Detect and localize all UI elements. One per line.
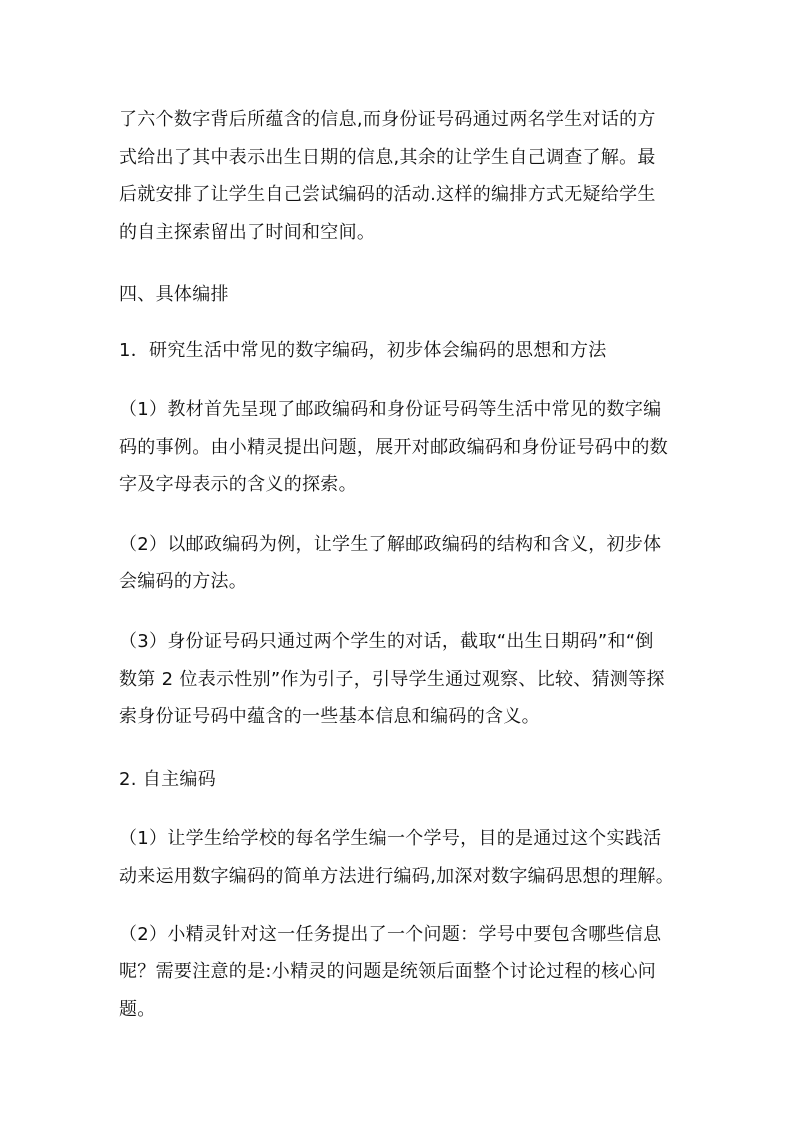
text-line: 的自主探索留出了时间和空间。 — [119, 222, 376, 243]
text-line: （1）教材首先呈现了邮政编码和身份证号码等生活中常见的数字编 — [119, 399, 662, 420]
text-line: 字及字母表示的含义的探索。 — [119, 474, 357, 495]
section-heading: 四、具体编排 — [119, 284, 229, 305]
text-line: 动来运用数字编码的简单方法进行编码,加深对数字编码思想的理解。 — [119, 866, 675, 887]
text-line: 后就安排了让学生自己尝试编码的活动.这样的编排方式无疑给学生 — [119, 184, 656, 205]
text-line: （1）让学生给学校的每名学生编一个学号，目的是通过这个实践活 — [119, 828, 662, 849]
text-line: （2）以邮政编码为例，让学生了解邮政编码的结构和含义，初步体 — [119, 534, 662, 555]
text-line: （2）小精灵针对这一任务提出了一个问题：学号中要包含哪些信息 — [119, 924, 662, 945]
text-line: 了六个数字背后所蕴含的信息,而身份证号码通过两名学生对话的方 — [119, 109, 656, 130]
text-line: 会编码的方法。 — [119, 571, 248, 592]
subsection-heading: 1．研究生活中常见的数字编码，初步体会编码的思想和方法 — [119, 340, 607, 361]
text-line: 式给出了其中表示出生日期的信息,其余的让学生自己调查了解。最 — [119, 147, 656, 168]
text-line: 数第 2 位表示性别”作为引子，引导学生通过观察、比较、猜测等探 — [119, 669, 665, 690]
text-line: 索身份证号码中蕴含的一些基本信息和编码的含义。 — [119, 706, 540, 727]
text-line: 呢？需要注意的是:小精灵的问题是统领后面整个讨论过程的核心问 — [119, 961, 657, 982]
text-line: 题。 — [119, 999, 156, 1020]
subsection-heading: 2. 自主编码 — [119, 769, 216, 790]
text-line: 码的事例。由小精灵提出问题，展开对邮政编码和身份证号码中的数 — [119, 437, 668, 458]
text-line: （3）身份证号码只通过两个学生的对话，截取“出生日期码”和“倒 — [119, 631, 654, 652]
